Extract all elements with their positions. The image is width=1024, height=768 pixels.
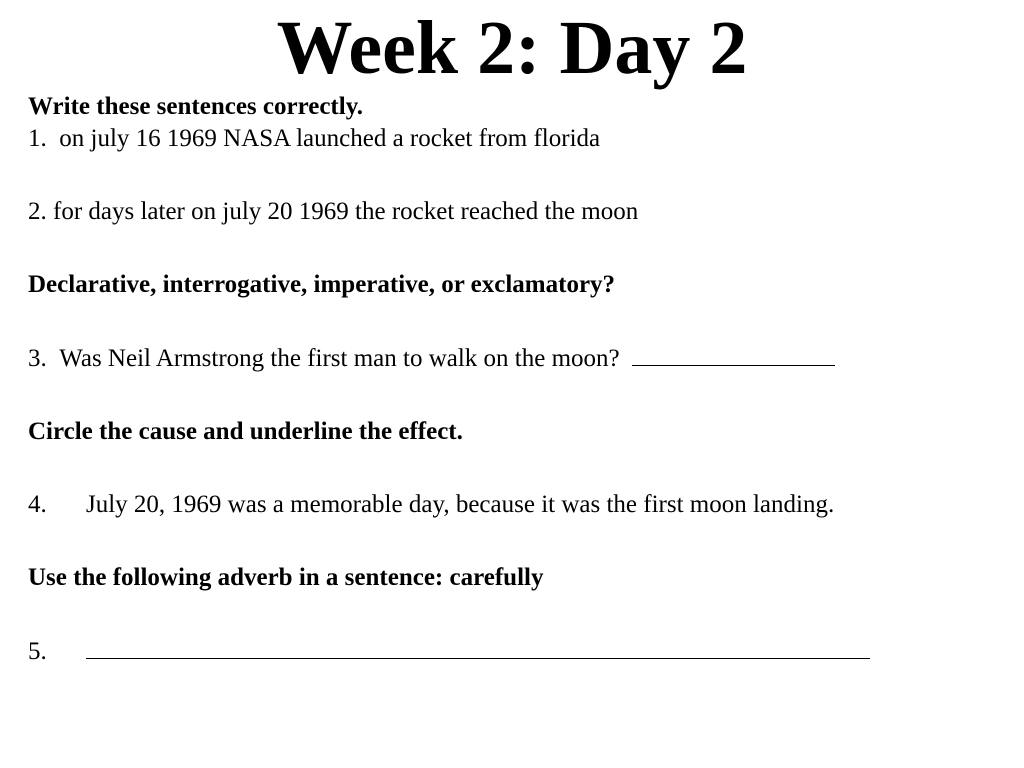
question-5-answer-blank[interactable] — [86, 636, 870, 659]
section-heading-sentence-type: Declarative, interrogative, imperative, or exclamatory? — [28, 271, 616, 298]
page-title: Week 2: Day 2 — [276, 6, 748, 90]
question-2-number: 2. — [28, 198, 47, 225]
question-1 — [28, 123, 600, 155]
question-3-number: 3. — [28, 345, 47, 372]
question-5 — [28, 636, 870, 668]
question-2 — [28, 196, 638, 228]
question-3-text: Was Neil Armstrong the first man to walk on the moon? — [59, 345, 620, 372]
question-2-text: for days later on july 20 1969 the rocket reached the moon — [53, 198, 639, 225]
question-4-number: 4. — [28, 491, 47, 518]
section-heading-cause-effect: Circle the cause and underline the effect. — [28, 418, 463, 445]
question-3 — [28, 343, 835, 375]
question-4-text: July 20, 1969 was a memorable day, because it was the first moon landing. — [86, 491, 835, 518]
question-5-number: 5. — [28, 638, 47, 665]
question-4 — [28, 489, 834, 521]
section-heading-adverb: Use the following adverb in a sentence: carefully — [28, 564, 544, 591]
question-1-number: 1. — [28, 125, 47, 152]
question-3-answer-blank[interactable] — [632, 343, 835, 366]
question-1-text: on july 16 1969 NASA launched a rocket from florida — [59, 125, 601, 152]
section-heading-write-correctly: Write these sentences correctly. — [28, 93, 364, 120]
